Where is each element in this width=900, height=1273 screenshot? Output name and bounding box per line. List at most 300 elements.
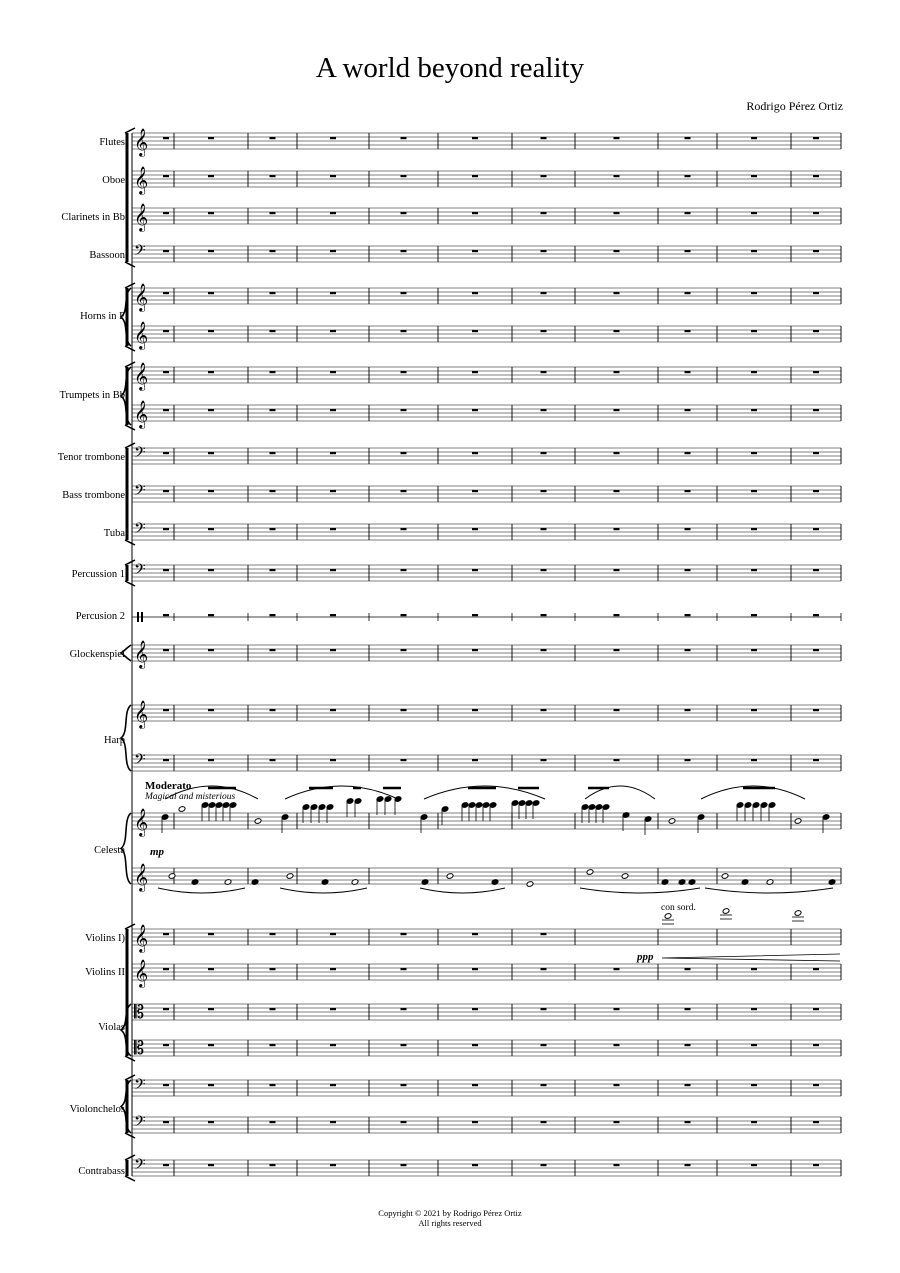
whole-rest — [813, 1121, 819, 1123]
whole-rest — [751, 330, 757, 332]
whole-rest — [270, 569, 276, 571]
whole-rest — [472, 649, 478, 651]
whole-rest — [163, 452, 169, 454]
violin-technique: con sord. — [661, 903, 696, 913]
label-percussion2: Percusion 2 — [75, 611, 125, 622]
whole-rest — [614, 759, 620, 761]
note-head — [168, 873, 176, 880]
composer-name: Rodrigo Pérez Ortiz — [746, 99, 843, 113]
whole-rest — [270, 759, 276, 761]
whole-rest — [401, 709, 407, 711]
whole-rest — [163, 649, 169, 651]
whole-rest — [813, 137, 819, 139]
whole-rest — [163, 614, 169, 616]
whole-rest — [472, 330, 478, 332]
label-violas: Violas — [98, 1022, 125, 1033]
whole-rest — [614, 292, 620, 294]
whole-rest — [541, 452, 547, 454]
whole-rest — [330, 649, 336, 651]
whole-rest — [685, 292, 691, 294]
whole-rest — [685, 569, 691, 571]
whole-rest — [751, 1084, 757, 1086]
whole-rest — [208, 371, 214, 373]
clef-c: 𝄡 — [134, 1038, 145, 1059]
whole-rest — [541, 614, 547, 616]
clef-g: 𝄞 — [134, 166, 149, 194]
whole-rest — [541, 292, 547, 294]
whole-rest — [813, 569, 819, 571]
whole-rest — [472, 569, 478, 571]
whole-rest — [208, 1164, 214, 1166]
violin-dynamic: ppp — [637, 951, 654, 963]
whole-rest — [685, 409, 691, 411]
clef-g: 𝄞 — [134, 203, 149, 231]
whole-rest — [541, 212, 547, 214]
whole-rest — [472, 968, 478, 970]
whole-rest — [270, 1008, 276, 1010]
whole-rest — [401, 371, 407, 373]
whole-rest — [751, 1044, 757, 1046]
label-violins1: Violins I) — [85, 933, 125, 944]
whole-rest — [813, 614, 819, 616]
whole-rest — [330, 330, 336, 332]
whole-rest — [751, 968, 757, 970]
whole-rest — [401, 759, 407, 761]
whole-rest — [401, 1164, 407, 1166]
whole-rest — [330, 371, 336, 373]
whole-rest — [472, 250, 478, 252]
whole-rest — [685, 330, 691, 332]
whole-rest — [401, 1044, 407, 1046]
whole-rest — [401, 1008, 407, 1010]
whole-rest — [330, 250, 336, 252]
label-trumpets: Trumpets in Bb — [59, 390, 125, 401]
whole-rest — [813, 250, 819, 252]
whole-rest — [401, 933, 407, 935]
whole-rest — [270, 409, 276, 411]
whole-rest — [751, 409, 757, 411]
whole-rest — [614, 1044, 620, 1046]
label-celesta: Celesta — [94, 845, 125, 856]
whole-rest — [270, 709, 276, 711]
whole-rest — [685, 490, 691, 492]
whole-rest — [472, 409, 478, 411]
whole-rest — [472, 452, 478, 454]
whole-rest — [270, 933, 276, 935]
label-glockenspiel: Glockenspiel — [69, 649, 125, 660]
note-head — [178, 806, 186, 813]
whole-rest — [163, 175, 169, 177]
footer-rights: All rights reserved — [418, 1218, 482, 1228]
whole-rest — [472, 137, 478, 139]
slur — [158, 888, 245, 893]
whole-rest — [270, 614, 276, 616]
label-horns: Horns in F — [80, 311, 125, 322]
whole-rest — [208, 933, 214, 935]
whole-rest — [685, 1044, 691, 1046]
note-head — [794, 818, 802, 825]
whole-rest — [813, 759, 819, 761]
whole-rest — [208, 1044, 214, 1046]
whole-rest — [813, 292, 819, 294]
clef-g: 𝄞 — [134, 362, 149, 390]
label-oboe: Oboe — [102, 175, 125, 186]
whole-rest — [541, 1164, 547, 1166]
label-violoncellos: Violonchelos — [69, 1104, 125, 1115]
whole-rest — [685, 1084, 691, 1086]
whole-rest — [541, 528, 547, 530]
whole-rest — [330, 1008, 336, 1010]
note-head — [526, 881, 534, 888]
whole-rest — [614, 968, 620, 970]
whole-rest — [614, 1084, 620, 1086]
label-harp: Harp — [104, 735, 125, 746]
whole-rest — [401, 409, 407, 411]
whole-rest — [330, 933, 336, 935]
whole-rest — [163, 292, 169, 294]
whole-rest — [472, 1121, 478, 1123]
whole-rest — [685, 759, 691, 761]
whole-rest — [330, 292, 336, 294]
whole-rest — [813, 409, 819, 411]
whole-rest — [541, 330, 547, 332]
whole-rest — [330, 759, 336, 761]
whole-rest — [813, 1044, 819, 1046]
whole-rest — [163, 569, 169, 571]
whole-rest — [472, 490, 478, 492]
label-percussion1: Percussion 1 — [71, 569, 125, 580]
clef-g: 𝄞 — [134, 640, 149, 668]
whole-rest — [208, 759, 214, 761]
whole-rest — [472, 371, 478, 373]
whole-rest — [208, 968, 214, 970]
whole-rest — [813, 1164, 819, 1166]
hairpin — [662, 954, 840, 961]
perc-clef — [137, 612, 139, 622]
clef-g: 𝄞 — [134, 863, 149, 891]
whole-rest — [330, 1044, 336, 1046]
whole-rest — [163, 409, 169, 411]
whole-rest — [401, 175, 407, 177]
whole-rest — [208, 175, 214, 177]
whole-rest — [813, 330, 819, 332]
whole-rest — [163, 371, 169, 373]
whole-rest — [813, 490, 819, 492]
whole-rest — [685, 1121, 691, 1123]
whole-rest — [208, 250, 214, 252]
clef-g: 𝄞 — [134, 400, 149, 428]
whole-rest — [541, 1084, 547, 1086]
whole-rest — [270, 292, 276, 294]
whole-rest — [330, 528, 336, 530]
whole-rest — [472, 1008, 478, 1010]
whole-rest — [685, 649, 691, 651]
whole-rest — [270, 1044, 276, 1046]
whole-rest — [330, 175, 336, 177]
clef-f: 𝄢 — [134, 242, 146, 263]
label-tenor-trombone: Tenor trombone — [57, 452, 125, 463]
whole-rest — [330, 452, 336, 454]
whole-rest — [541, 409, 547, 411]
note-head — [446, 873, 454, 880]
whole-rest — [270, 968, 276, 970]
clef-g: 𝄞 — [134, 808, 149, 836]
whole-rest — [541, 1008, 547, 1010]
whole-rest — [685, 1008, 691, 1010]
whole-rest — [614, 1008, 620, 1010]
clef-f: 𝄢 — [134, 1076, 146, 1097]
whole-rest — [614, 175, 620, 177]
whole-rest — [208, 1121, 214, 1123]
whole-rest — [813, 175, 819, 177]
whole-rest — [751, 569, 757, 571]
whole-rest — [472, 1164, 478, 1166]
whole-rest — [208, 1084, 214, 1086]
note-head — [794, 910, 802, 917]
whole-rest — [163, 759, 169, 761]
label-flutes: Flutes — [99, 137, 125, 148]
clef-g: 𝄞 — [134, 128, 149, 156]
whole-rest — [163, 250, 169, 252]
whole-rest — [813, 528, 819, 530]
whole-rest — [541, 933, 547, 935]
whole-rest — [614, 330, 620, 332]
whole-rest — [685, 614, 691, 616]
whole-rest — [685, 452, 691, 454]
note-head — [586, 869, 594, 876]
whole-rest — [270, 528, 276, 530]
whole-rest — [751, 528, 757, 530]
whole-rest — [401, 490, 407, 492]
whole-rest — [751, 759, 757, 761]
note-head — [721, 873, 729, 880]
whole-rest — [330, 1121, 336, 1123]
whole-rest — [751, 250, 757, 252]
whole-rest — [614, 371, 620, 373]
whole-rest — [614, 212, 620, 214]
clef-g: 𝄞 — [134, 700, 149, 728]
whole-rest — [614, 649, 620, 651]
whole-rest — [208, 452, 214, 454]
whole-rest — [685, 968, 691, 970]
whole-rest — [541, 1044, 547, 1046]
whole-rest — [472, 175, 478, 177]
whole-rest — [208, 614, 214, 616]
whole-rest — [685, 371, 691, 373]
whole-rest — [401, 330, 407, 332]
whole-rest — [685, 250, 691, 252]
whole-rest — [163, 1121, 169, 1123]
whole-rest — [270, 490, 276, 492]
whole-rest — [541, 1121, 547, 1123]
whole-rest — [401, 292, 407, 294]
whole-rest — [472, 292, 478, 294]
whole-rest — [751, 1164, 757, 1166]
note-head — [664, 913, 672, 920]
whole-rest — [541, 709, 547, 711]
label-violins2: Violins II — [85, 967, 125, 978]
whole-rest — [685, 1164, 691, 1166]
whole-rest — [270, 212, 276, 214]
whole-rest — [401, 452, 407, 454]
whole-rest — [614, 569, 620, 571]
slur — [420, 888, 505, 893]
note-head — [668, 818, 676, 825]
clef-f: 𝄢 — [134, 520, 146, 541]
whole-rest — [813, 649, 819, 651]
whole-rest — [401, 137, 407, 139]
whole-rest — [401, 250, 407, 252]
note-head — [621, 873, 629, 880]
whole-rest — [208, 292, 214, 294]
whole-rest — [614, 409, 620, 411]
clef-c: 𝄡 — [134, 1002, 145, 1023]
whole-rest — [541, 569, 547, 571]
whole-rest — [472, 1044, 478, 1046]
note-head — [722, 908, 730, 915]
whole-rest — [163, 933, 169, 935]
whole-rest — [614, 490, 620, 492]
whole-rest — [163, 968, 169, 970]
whole-rest — [270, 1121, 276, 1123]
whole-rest — [270, 330, 276, 332]
whole-rest — [330, 490, 336, 492]
celesta-dynamic: mp — [150, 846, 165, 858]
whole-rest — [401, 528, 407, 530]
slur — [280, 888, 367, 893]
note-head — [286, 873, 294, 880]
whole-rest — [270, 371, 276, 373]
whole-rest — [208, 649, 214, 651]
whole-rest — [330, 614, 336, 616]
whole-rest — [751, 1008, 757, 1010]
whole-rest — [685, 175, 691, 177]
footer-copyright: Copyright © 2021 by Rodrigo Pérez Ortiz — [378, 1208, 522, 1218]
whole-rest — [751, 137, 757, 139]
clef-f: 𝄢 — [134, 1156, 146, 1177]
whole-rest — [685, 137, 691, 139]
whole-rest — [330, 1164, 336, 1166]
whole-rest — [472, 212, 478, 214]
whole-rest — [163, 212, 169, 214]
whole-rest — [472, 528, 478, 530]
whole-rest — [208, 528, 214, 530]
whole-rest — [330, 1084, 336, 1086]
whole-rest — [208, 569, 214, 571]
whole-rest — [541, 175, 547, 177]
clef-f: 𝄢 — [134, 751, 146, 772]
whole-rest — [208, 212, 214, 214]
label-tuba: Tuba — [103, 528, 125, 539]
whole-rest — [541, 490, 547, 492]
whole-rest — [401, 968, 407, 970]
whole-rest — [751, 212, 757, 214]
whole-rest — [270, 175, 276, 177]
whole-rest — [751, 614, 757, 616]
whole-rest — [751, 1121, 757, 1123]
whole-rest — [541, 371, 547, 373]
whole-rest — [472, 933, 478, 935]
whole-rest — [472, 759, 478, 761]
clef-g: 𝄞 — [134, 959, 149, 987]
whole-rest — [685, 212, 691, 214]
whole-rest — [751, 292, 757, 294]
whole-rest — [208, 1008, 214, 1010]
whole-rest — [614, 614, 620, 616]
whole-rest — [163, 1008, 169, 1010]
whole-rest — [541, 137, 547, 139]
whole-rest — [270, 137, 276, 139]
whole-rest — [813, 371, 819, 373]
note-head — [254, 818, 262, 825]
whole-rest — [330, 409, 336, 411]
whole-rest — [401, 212, 407, 214]
whole-rest — [751, 452, 757, 454]
clef-f: 𝄢 — [134, 1113, 146, 1134]
whole-rest — [541, 968, 547, 970]
clef-g: 𝄞 — [134, 924, 149, 952]
whole-rest — [270, 1084, 276, 1086]
clef-g: 𝄞 — [134, 321, 149, 349]
whole-rest — [330, 212, 336, 214]
whole-rest — [614, 250, 620, 252]
whole-rest — [614, 709, 620, 711]
whole-rest — [541, 649, 547, 651]
whole-rest — [813, 212, 819, 214]
whole-rest — [751, 175, 757, 177]
whole-rest — [751, 490, 757, 492]
slur — [580, 888, 700, 893]
whole-rest — [813, 1008, 819, 1010]
whole-rest — [163, 709, 169, 711]
whole-rest — [330, 968, 336, 970]
whole-rest — [163, 490, 169, 492]
whole-rest — [208, 409, 214, 411]
whole-rest — [401, 1121, 407, 1123]
whole-rest — [541, 250, 547, 252]
whole-rest — [813, 709, 819, 711]
whole-rest — [614, 1121, 620, 1123]
whole-rest — [685, 709, 691, 711]
whole-rest — [751, 649, 757, 651]
whole-rest — [163, 1164, 169, 1166]
whole-rest — [208, 490, 214, 492]
whole-rest — [208, 709, 214, 711]
whole-rest — [163, 1044, 169, 1046]
whole-rest — [163, 528, 169, 530]
whole-rest — [751, 709, 757, 711]
whole-rest — [163, 330, 169, 332]
whole-rest — [330, 137, 336, 139]
score-title: A world beyond reality — [315, 52, 585, 84]
whole-rest — [614, 1164, 620, 1166]
whole-rest — [401, 569, 407, 571]
whole-rest — [270, 649, 276, 651]
whole-rest — [614, 137, 620, 139]
slur — [705, 888, 833, 893]
label-bass-trombone: Bass trombone — [62, 490, 125, 501]
clef-f: 𝄢 — [134, 444, 146, 465]
whole-rest — [614, 528, 620, 530]
clef-f: 𝄢 — [134, 482, 146, 503]
whole-rest — [270, 250, 276, 252]
whole-rest — [208, 330, 214, 332]
whole-rest — [813, 1084, 819, 1086]
whole-rest — [472, 709, 478, 711]
label-clarinets: Clarinets in Bb — [61, 212, 125, 223]
whole-rest — [330, 569, 336, 571]
label-bassoon: Bassoon — [89, 250, 125, 261]
